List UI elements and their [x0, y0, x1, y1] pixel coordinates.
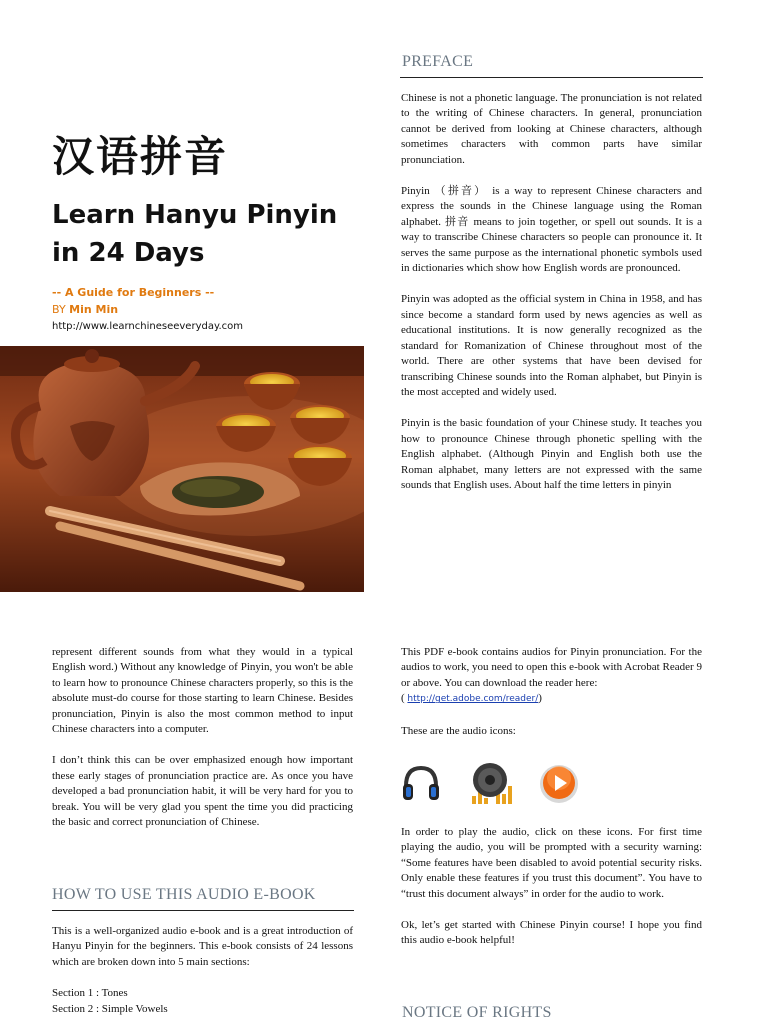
- link-close-paren: ): [538, 692, 542, 705]
- chinese-title: 汉语拼音: [52, 132, 229, 181]
- right-paragraph-3: In order to play the audio, click on these icons. For first time playing the audio, you will be prompted with a security warning: “Some features have been disabled to avoid potential security risks. Only enable these features if you trust this document”. You have to “trust this document always” in order for the audio to work.: [401, 826, 702, 900]
- preface-paragraph-1: Chinese is not a phonetic language. The pronunciation is not related to the writing of Chinese characters. In general, pronunciation cannot be derived from looking at Chinese characters, although sometimes characters with common parts have similar pronunciation.: [401, 92, 702, 166]
- notice-of-rights-heading: NOTICE OF RIGHTS: [402, 1004, 552, 1021]
- by-label: BY: [52, 303, 66, 316]
- right-paragraph-1: This PDF e-book contains audios for Pinyin pronunciation. For the audios to work, you need to open this e-book with Acrobat Reader 9 or above. You can download the reader here:: [401, 646, 702, 689]
- how-to-use-body: [52, 924, 353, 1017]
- author-line: [52, 303, 118, 316]
- left-column-body: [52, 645, 353, 830]
- book-title-line1: Learn Hanyu Pinyin: [52, 200, 338, 230]
- right-column-body-2: [401, 825, 702, 949]
- how-to-use-paragraph: This is a well-organized audio e-book and is a great introduction of Hanyu Pinyin for the beginners. This e-book consists of 24 lessons which are broken down into 5 main sections:: [52, 925, 353, 968]
- book-title-line2: in 24 Days: [52, 238, 205, 268]
- right-column-body: [401, 645, 702, 739]
- right-paragraph-4: Ok, let’s get started with Chinese Pinyin course! I hope you find this audio e-book helpful!: [401, 919, 702, 947]
- section-2-line: Section 2 : Simple Vowels: [52, 1002, 168, 1015]
- how-to-use-divider: [52, 910, 354, 911]
- subtitle-guide: -- A Guide for Beginners --: [52, 286, 215, 299]
- adobe-reader-link[interactable]: http://get.adobe.com/reader/: [407, 694, 539, 705]
- preface-heading: PREFACE: [402, 53, 474, 70]
- left-paragraph-2: I don’t think this can be over emphasized enough how important these early stages of pronunciation practice are. As once you have developed a bad pronunciation habit, it will be very hard for you to break. You will be very glad you spent the time you did practicing the basic and correct pronunciation of Chinese.: [52, 754, 353, 829]
- play-button-icon[interactable]: [538, 762, 580, 804]
- left-paragraph-1: represent different sounds from what they would in a typical English word.) Without any knowledge of Pinyin, you won't be able to learn how to pronounce Chinese characters properly, so this is the absolute must-do course for those starting to learn Chinese. Besides pronunciation, Pinyin is also the most common method to input Chinese characters into a computer.: [52, 646, 353, 736]
- preface-paragraph-4: Pinyin is the basic foundation of your Chinese study. It teaches you how to pronounce Chinese through phonetic spelling with the English alphabet. (Although Pinyin and English both use the Roman alphabet, many letters are not expressed with the same sounds that English uses. About half the time letters in pinyin: [401, 417, 702, 491]
- tea-set-photo: [0, 346, 364, 592]
- author-name: Min Min: [69, 303, 119, 316]
- preface-paragraph-2: Pinyin （拼音） is a way to represent Chinese characters and express the sounds in the Chinese language using the Roman alphabet. 拼音 means to join together, or spell out sounds. It is a way to transcribe Chinese characters so people can pronounce it. It serves the same purpose as the international phonetic symbols used in dictionaries which show how English words are pronounced.: [401, 185, 702, 275]
- headphones-icon[interactable]: [400, 762, 442, 804]
- reader-link-line: [401, 691, 702, 707]
- speaker-icon[interactable]: [468, 760, 514, 806]
- section-1-line: Section 1 : Tones: [52, 987, 128, 1000]
- how-to-use-heading: HOW TO USE THIS AUDIO E-BOOK: [52, 886, 316, 903]
- preface-body: [401, 91, 702, 493]
- preface-paragraph-3: Pinyin was adopted as the official system in China in 1958, and has since become a standard form used by news agencies as well as educational institutions. It is now generally recognized as the standard for Romanization of Chinese throughout most of the world. There are other systems that have been devised for transcribing Chinese sounds into the Roman alphabet, but Pinyin is the most accepted and widely used.: [401, 293, 702, 398]
- link-open-paren: (: [401, 692, 405, 705]
- website-url: http://www.learnchineseeveryday.com: [52, 321, 243, 332]
- preface-divider: [400, 77, 703, 78]
- right-paragraph-2: These are the audio icons:: [401, 724, 516, 737]
- book-title: [52, 196, 372, 272]
